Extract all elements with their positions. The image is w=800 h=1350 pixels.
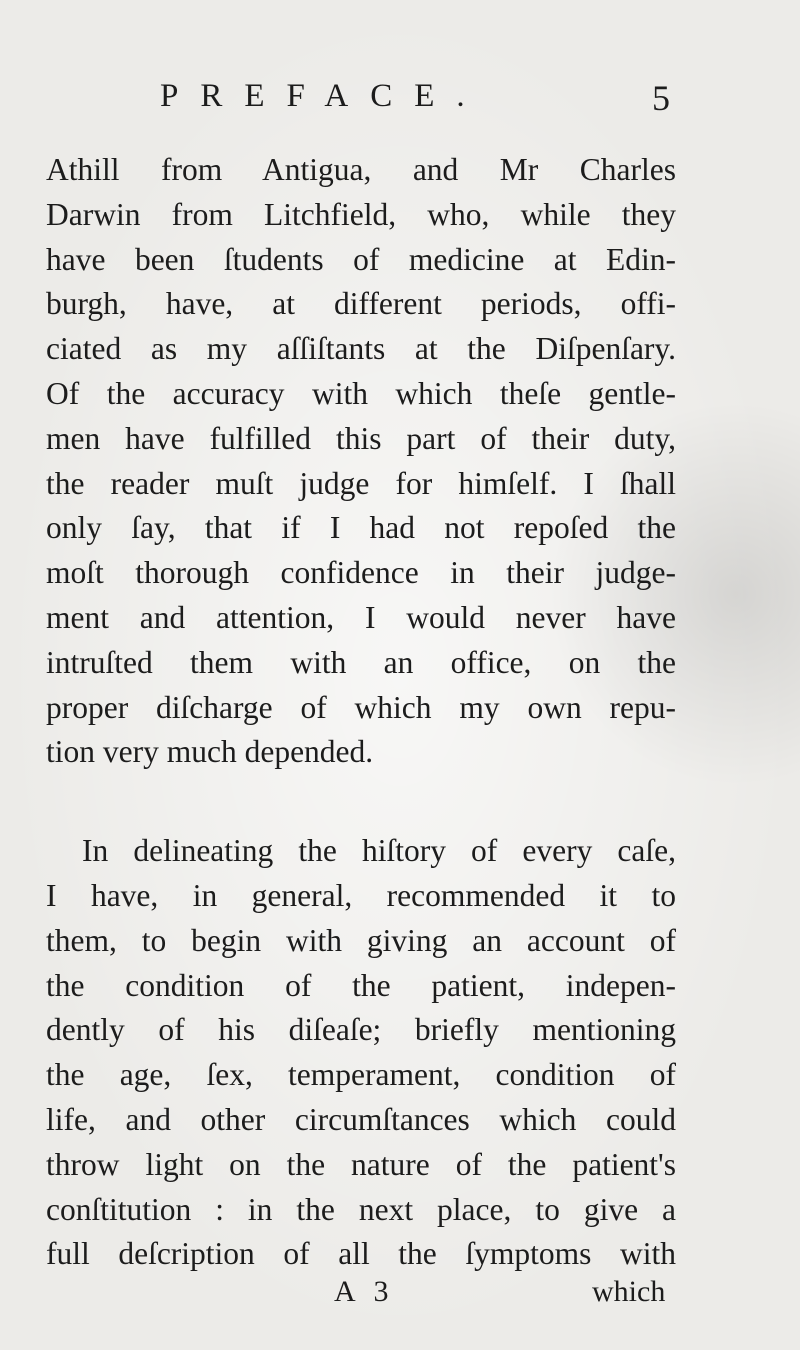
text-line: have been ſtudents of medicine at Edin- [46,241,676,277]
paragraph-1 [46,148,676,775]
text-line: Athill from Antigua, and Mr Charles [46,152,676,187]
text-line: In delineating the hiſtory of every caſe, [82,833,676,869]
text-line: the age, ſex, temperament, condition of [46,1057,676,1093]
text-line: full deſcription of all the ſymptoms with [46,1236,676,1272]
running-title: PREFACE. [160,78,487,114]
text-line: the reader muſt judge for himſelf. I ſhall [46,465,676,501]
text-line: proper diſcharge of which my own repu- [46,689,676,725]
text-line: the condition of the patient, indepen- [46,967,676,1003]
text-line: moſt thorough confidence in their judge- [46,555,676,591]
body-text [46,148,676,1277]
text-line: burgh, have, at different periods, offi- [46,286,676,322]
text-line: Of the accuracy with which theſe gentle- [46,375,676,411]
running-head [0,72,800,120]
text-line: tion very much depended. [46,734,374,770]
text-line: only ſay, that if I had not repoſed the [46,510,676,546]
text-line: ciated as my aſſiſtants at the Diſpenſary. [46,331,676,367]
text-line: dently of his diſeaſe; briefly mentioning [46,1012,676,1048]
page-number: 5 [652,78,670,118]
signature-mark: A 3 [334,1275,395,1308]
text-line: them, to begin with giving an account of [46,922,676,958]
paragraph-gap [46,775,676,829]
text-line: men have fulfilled this part of their duty, [46,420,676,456]
text-line: ment and attention, I would never have [46,599,676,635]
text-line: life, and other circumſtances which could [46,1101,676,1137]
text-line: Darwin from Litchfield, who, while they [46,196,676,232]
text-line: intruſted them with an office, on the [46,644,676,680]
catchword: which [592,1275,666,1308]
paragraph-2 [46,829,676,1277]
text-line: throw light on the nature of the patient's [46,1146,676,1182]
page-footer [0,1270,800,1314]
text-line: conſtitution : in the next place, to give a [46,1191,676,1227]
text-line: I have, in general, recommended it to [46,877,676,913]
